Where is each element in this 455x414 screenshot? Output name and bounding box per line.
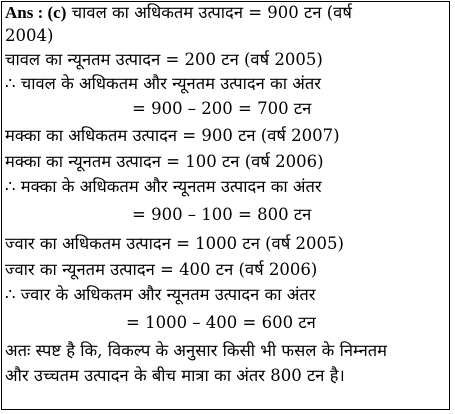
- maize-diff-label: ∴ मक्का के अधिकतम और न्यूनतम उत्पादन का अंतर: [5, 177, 322, 196]
- maize-diff-calc: = 900 – 100 = 800 टन: [132, 205, 312, 224]
- answer-line-2: 2004): [5, 26, 54, 45]
- answer-line-1: [5, 2, 352, 24]
- jowar-diff-calc: = 1000 – 400 = 600 टन: [126, 313, 316, 332]
- jowar-min-line: ज्वार का न्यूनतम उत्पादन = 400 टन (वर्ष 2006): [5, 260, 318, 279]
- rice-diff-label: ∴ चावल के अधिकतम और न्यूनतम उत्पादन का अंतर: [5, 74, 321, 93]
- answer-label: Ans : (c): [5, 3, 67, 22]
- jowar-max-line: ज्वार का अधिकतम उत्पादन = 1000 टन (वर्ष 2005): [5, 234, 344, 253]
- jowar-diff-label: ∴ ज्वार के अधिकतम और न्यूनतम उत्पादन का अंतर: [5, 285, 316, 304]
- maize-min-line: मक्का का न्यूनतम उत्पादन = 100 टन (वर्ष 2006): [5, 152, 324, 171]
- conclusion-line-2: और उच्चतम उत्पादन के बीच मात्रा का अंतर 800 टन है।: [5, 366, 345, 385]
- maize-max-line: मक्का का अधिकतम उत्पादन = 900 टन (वर्ष 2007): [5, 126, 340, 145]
- conclusion-line-1: अतः स्पष्ट है कि, विकल्प के अनुसार किसी भी फसल के निम्नतम: [5, 341, 387, 360]
- rice-diff-calc: = 900 – 200 = 700 टन: [132, 99, 312, 118]
- rice-max-text: चावल का अधिकतम उत्पादन = 900 टन (वर्ष: [71, 3, 352, 22]
- rice-min-line: चावल का न्यूनतम उत्पादन = 200 टन (वर्ष 2005): [5, 50, 323, 69]
